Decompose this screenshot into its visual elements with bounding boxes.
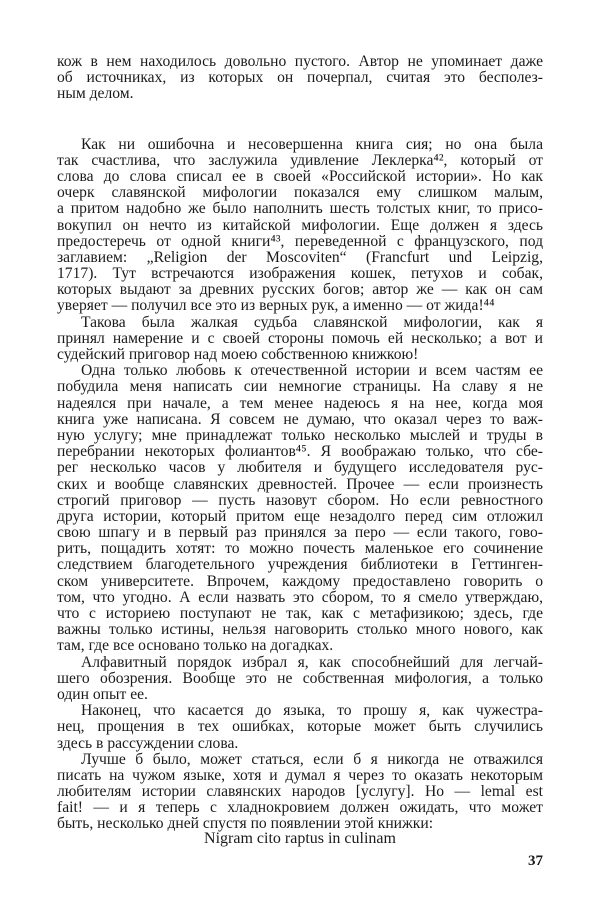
text-line: ным делом. bbox=[57, 86, 134, 103]
text-line: что с историею поступают не так, как с метафизикою; здесь, где bbox=[57, 606, 543, 622]
text-line: принял намерение и с своей стороны помочь ей несколько; а вот и bbox=[57, 330, 543, 347]
text-line: любителям истории славянских народов [услугу]. Но — lemal est bbox=[57, 784, 543, 801]
text-line: очерк славянской мифологии показался ему слишком малым, bbox=[57, 185, 543, 202]
text-line: книга уже написана. Я совсем не думаю, что оказал через то важ- bbox=[57, 411, 543, 428]
text-line: так счастлива, что заслужила удивление Леклерка⁴², который от bbox=[57, 152, 543, 169]
text-line: слова до слова списал ее в своей «Российской истории». Но как bbox=[57, 168, 543, 185]
text-line: здесь в рассуждении слова. bbox=[57, 735, 239, 752]
paragraph bbox=[57, 137, 543, 315]
text-line: надеялся при начале, а тем менее надеюсь я на нее, когда моя bbox=[57, 395, 543, 412]
paragraph bbox=[57, 363, 543, 654]
text-line: один опыт ее. bbox=[57, 686, 148, 703]
text-line: шего обозрения. Вообще это не собственная мифология, а только bbox=[57, 670, 543, 687]
text-line: свою шпагу и в первый раз принялся за перо — если такого, гово- bbox=[57, 525, 543, 542]
text-line: следствием благодетельного учреждения библиотеки в Геттинген- bbox=[57, 557, 543, 574]
text-line: которых выдают за древних русских богов; автор же — как он сам bbox=[57, 282, 543, 299]
text-line: строгий приговор — пусть назовут сбором. Но если ревностного bbox=[57, 492, 543, 509]
paragraph bbox=[57, 54, 543, 103]
text-line: Как ни ошибочна и несовершенна книга сия; но она была bbox=[81, 136, 543, 153]
text-line: побудила меня написать сии немногие страницы. На славу я не bbox=[57, 379, 543, 396]
text-line: Наконец, что касается до языка, то прошу я, как чужестра- bbox=[81, 703, 543, 720]
text-line: Лучше б было, может статься, если б я никогда не отважился bbox=[81, 751, 543, 768]
text-line: вокупил он нечто из китайской мифологии. Еще должен я здесь bbox=[57, 217, 543, 234]
text-line: а притом надобно же было наполнить шесть толстых книг, то присо- bbox=[57, 201, 543, 218]
paragraph bbox=[57, 703, 543, 752]
text-line: быть, несколько дней спустя по появлении этой книжки: bbox=[57, 816, 434, 833]
text-line: друга истории, который притом еще незадолго перед сим отложил bbox=[57, 508, 543, 525]
text-line: нец, прощения в тех ошибках, которые может быть случились bbox=[57, 719, 543, 736]
text-line: fait! — и я теперь с хладнокровием должен ожидать, что может bbox=[57, 800, 543, 817]
page-number: 37 bbox=[528, 853, 543, 869]
text-line: кож в нем находилось довольно пустого. Автор не упоминает даже bbox=[57, 54, 543, 70]
text-line: том, что угодно. А если назвать это сбором, то я смело утверждаю, bbox=[57, 589, 543, 606]
text-line: рег несколько часов у любителя и будущего исследователя рус- bbox=[57, 460, 543, 477]
text-line: 1717). Тут встречаются изображения кошек, петухов и собак, bbox=[57, 266, 543, 283]
text-line: об источниках, из которых он почерпал, считая это бесполез- bbox=[57, 70, 543, 87]
paragraph-gap bbox=[57, 103, 543, 137]
verse-quote: Nigram cito raptus in culinam bbox=[204, 830, 396, 847]
text-line: уверяет — получил все это из верных рук, а именно — от жида!⁴⁴ bbox=[57, 298, 495, 315]
text-line: Одна только любовь к отечественной истории и всем частям ее bbox=[81, 363, 543, 380]
text-line: предостеречь от одной книги⁴³, переведенной с французского, под bbox=[57, 233, 543, 250]
text-line: важны только истины, нельзя наговорить столько много нового, как bbox=[57, 622, 543, 639]
text-line: Алфавитный порядок избрал я, как способнейший для легчай- bbox=[81, 654, 543, 671]
text-line: рить, пощадить хотят: то можно почесть маленькое его сочинение bbox=[57, 541, 543, 558]
paragraph bbox=[57, 315, 543, 364]
text-line: ском университете. Впрочем, каждому предоставлено говорить о bbox=[57, 573, 543, 590]
body-text bbox=[57, 54, 543, 833]
paragraph bbox=[57, 752, 543, 833]
text-line: ских и вообще славянских древностей. Прочее — если произнесть bbox=[57, 476, 543, 493]
text-line: писать на чужом языке, хотя и думал я через то оказать некоторым bbox=[57, 767, 543, 784]
text-line: перебрании некоторых фолиантов⁴⁵. Я воображаю только, что сбе- bbox=[57, 444, 543, 461]
text-line: ную услугу; мне принадлежат только несколько мыслей и труды в bbox=[57, 427, 543, 444]
paragraph bbox=[57, 655, 543, 704]
text-line: там, где все основано только на догадках. bbox=[57, 638, 334, 655]
text-line: Такова была жалкая судьба славянской мифологии, как я bbox=[81, 314, 543, 331]
text-line: заглавием: „Religion der Moscoviten“ (Francfurt und Leipzig, bbox=[57, 249, 543, 266]
text-line: судейский приговор над моею собственною книжкою! bbox=[57, 347, 419, 363]
